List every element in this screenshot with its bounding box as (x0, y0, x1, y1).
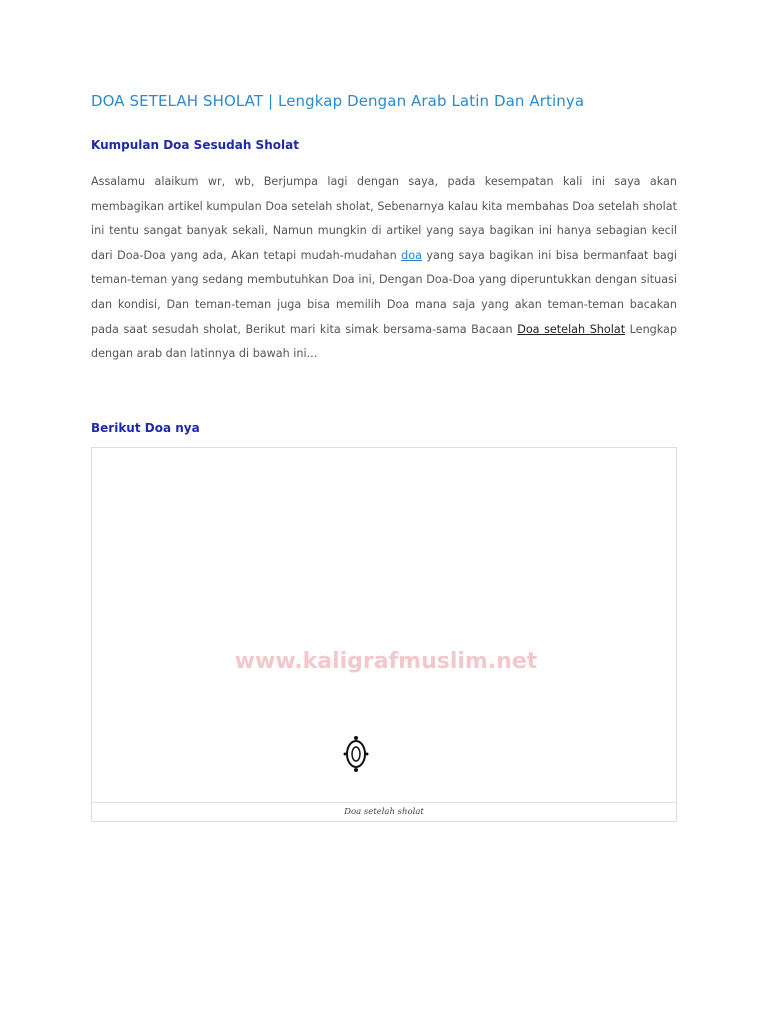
doa-link[interactable]: doa (401, 248, 422, 262)
doa-figure (91, 447, 677, 822)
intro-paragraph (91, 170, 677, 367)
figure-caption: Doa setelah sholat (344, 807, 424, 817)
caption-divider (92, 802, 676, 803)
arabic-calligraphy-svg (94, 451, 674, 801)
article-title: DOA SETELAH SHOLAT | Lengkap Dengan Arab Latin Dan Artinya (91, 92, 585, 110)
doa-setelah-sholat-link[interactable]: Doa setelah Sholat (517, 322, 626, 336)
section-heading-berikut: Berikut Doa nya (91, 421, 200, 435)
section-heading-kumpulan: Kumpulan Doa Sesudah Sholat (91, 138, 299, 152)
paragraph-text-2: yang saya bagikan ini bisa bermanfaat bagi teman-teman yang sedang membutuhkan Doa ini, Dengan Doa-Doa yang diperuntukkan dengan situasi dan kondisi, Dan teman-teman juga bisa memilih Doa mana saja yang akan teman-teman bacakan pada saat sesudah sholat, Berikut mari kita simak bersama-sama Bacaan (91, 248, 677, 336)
paragraph-text-1: Assalamu alaikum wr, wb, Berjumpa lagi dengan saya, pada kesempatan kali ini saya akan membagikan artikel kumpulan Doa setelah sholat, Sebenarnya kalau kita membahas Doa setelah sholat ini tentu sangat banyak sekali, Namun mungkin di artikel yang saya bagikan ini hanya sebagian kecil dari Doa-Doa yang ada, Akan tetapi mudah-mudahan (91, 175, 677, 262)
paragraph-text-3: Lengkap dengan arab dan latinnya di bawah ini... (91, 322, 677, 361)
watermark-text: www.kaligrafmuslim.net (234, 649, 538, 674)
arabic-prayer-image (94, 451, 674, 801)
end-of-verse-ornament-icon (344, 736, 369, 772)
